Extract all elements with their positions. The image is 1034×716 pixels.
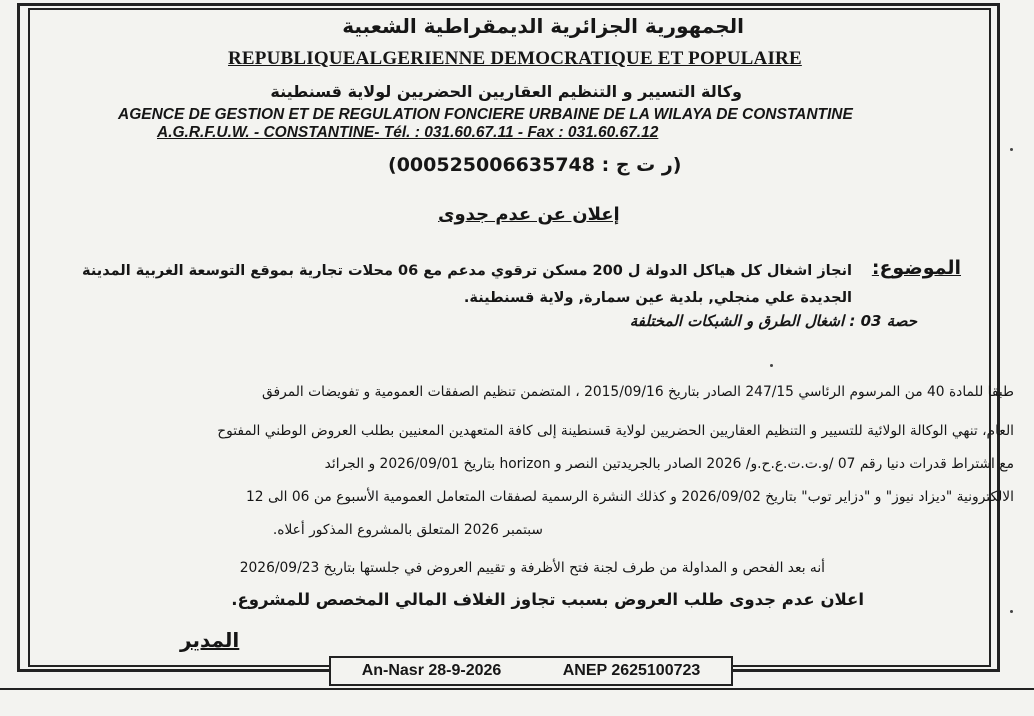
french-republic-title: REPUBLIQUEALGERIENNE DEMOCRATIQUE ET POPULAIRE: [228, 48, 802, 69]
decision-statement: اعلان عدم جدوى طلب العروض بسبب تجاوز الغلاف المالي المخصص للمشروع.: [231, 590, 864, 609]
body-paragraph-line-6: أنه بعد الفحص و المداولة من طرف لجنة فتح الأظرفة و تقييم العروض في جلستها بتاريخ 2026/09/23: [239, 560, 825, 576]
agency-contact-line: A.G.R.F.U.W. - CONSTANTINE- Tél. : 031.60.67.11 - Fax : 031.60.67.12: [157, 124, 659, 141]
body-paragraph-line-2: العام، تنهي الوكالة الولائية للتسيير و التنظيم العقاريين الحضريين لولاية قسنطينة إلى كافة المتعهدين المعنيين بطلب العروض الوطني المفتوح: [217, 423, 1014, 439]
publication-box: [329, 656, 733, 686]
lot-line: حصة 03 : اشغال الطرق و الشبكات المختلفة: [629, 312, 917, 330]
scan-speck: [770, 364, 773, 367]
arabic-republic-title: الجمهورية الجزائرية الديمقراطية الشعبية: [342, 14, 744, 38]
scan-speck: [1010, 610, 1013, 613]
anep-reference: ANEP 2625100723: [562, 662, 701, 679]
body-paragraph-line-5: سبتمبر 2026 المتعلق بالمشروع المذكور أعلاه.: [272, 522, 543, 538]
notice-title: إعلان عن عدم جدوى: [438, 204, 620, 225]
french-agency-name: AGENCE DE GESTION ET DE REGULATION FONCIERE URBAINE DE LA WILAYA DE CONSTANTINE: [118, 106, 853, 123]
subject-label: الموضوع:: [871, 257, 961, 279]
body-paragraph-line-3: مع اشتراط قدرات دنيا رقم 07 /و.ت.ت.ع.ح.و/ 2026 الصادر بالجريدتين النصر و horizon بتاريخ 2026/09/01 و الجرائد: [324, 456, 1014, 472]
bottom-rule: [0, 688, 1034, 690]
scan-speck: [1010, 148, 1013, 151]
director-signature-label: المدير: [180, 628, 240, 652]
arabic-agency-name: وكالة التسيير و التنظيم العقاريين الحضريين لولاية قسنطينة: [270, 82, 742, 101]
body-paragraph-line-4: الالكترونية "ديزاد نيوز" و "دزاير توب" بتاريخ 2026/09/02 و كذلك النشرة الرسمية لصفقات المتعامل العمومية الأسبوع من 06 الى 12: [246, 489, 1014, 505]
subject-line-1: انجاز اشغال كل هياكل الدولة ل 200 مسكن ترقوي مدعم مع 06 محلات تجارية بموقع التوسعة الغربية المدينة: [82, 263, 852, 279]
publication-source: An-Nasr 28-9-2026: [361, 662, 502, 679]
subject-line-2: الجديدة علي منجلي, بلدية عين سمارة, ولاية قسنطينة.: [463, 290, 852, 306]
tax-id-line: (ر ت ج : 000525006635748): [388, 154, 682, 176]
body-paragraph-line-1: طبقا للمادة 40 من المرسوم الرئاسي 247/15 الصادر بتاريخ 2015/09/16 ، المتضمن تنظيم الصفقات العمومية و تفويضات المرفق: [262, 384, 1014, 400]
